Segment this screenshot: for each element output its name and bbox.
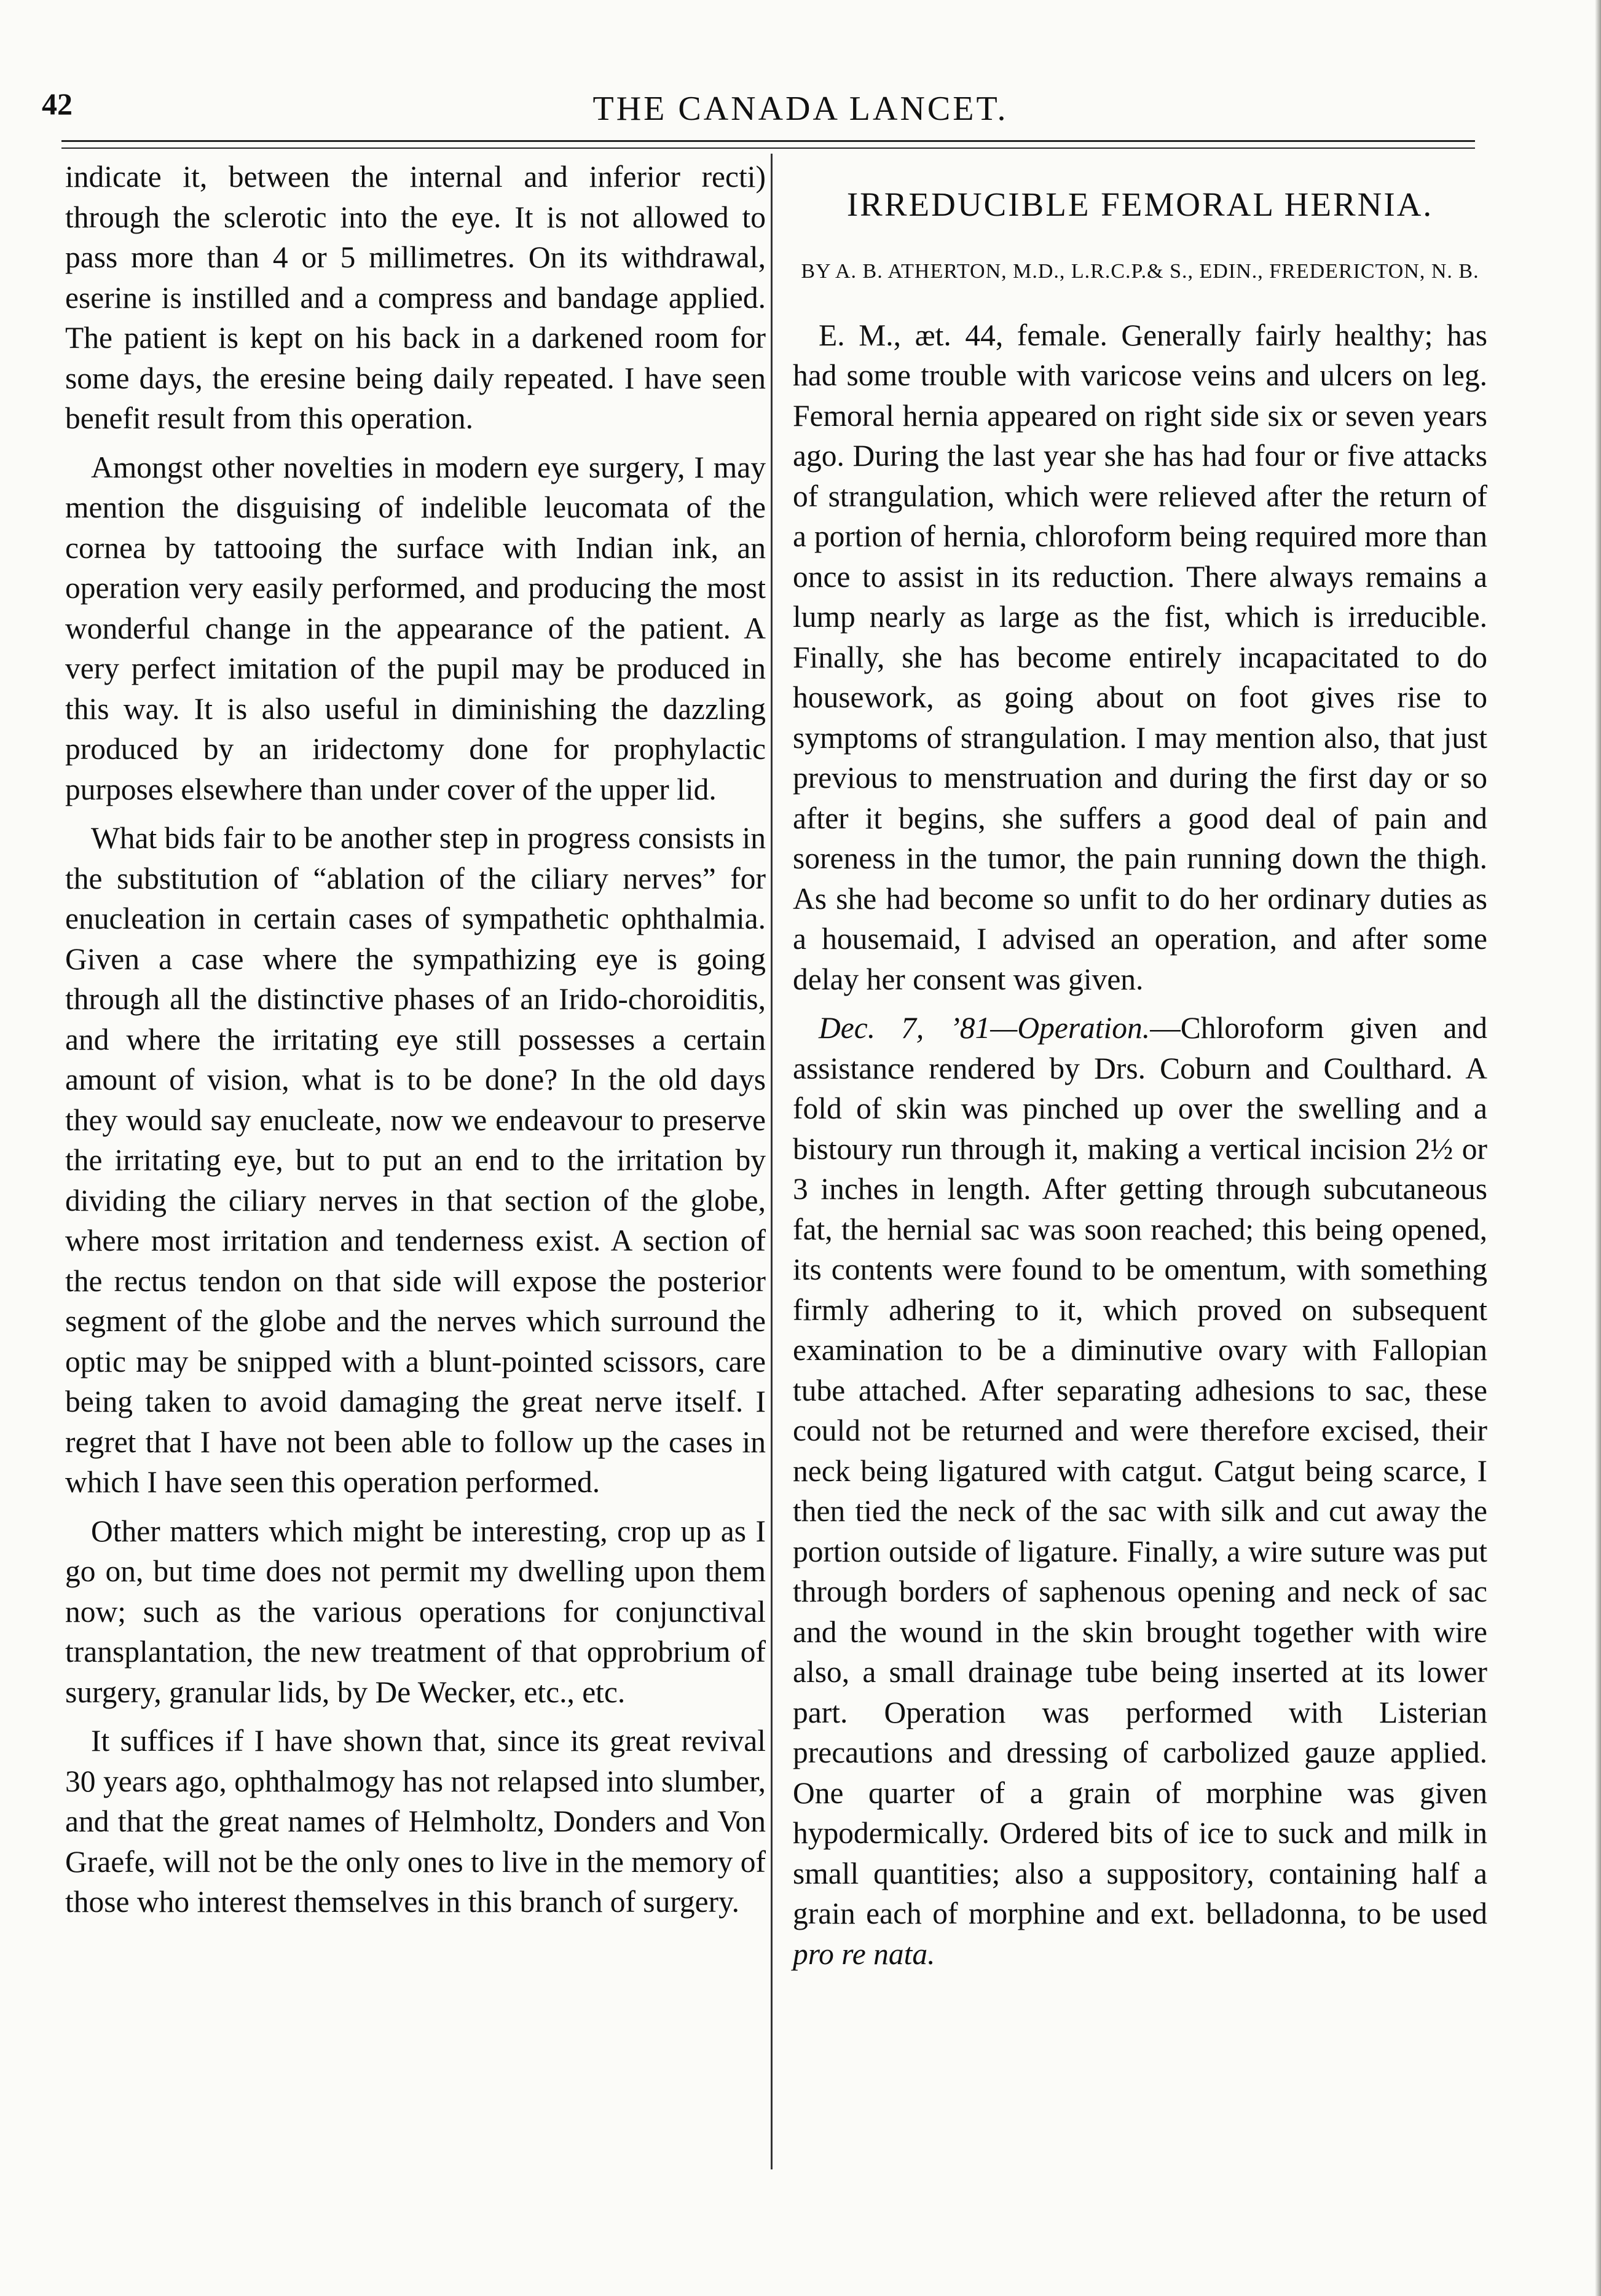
header-rule-thin: [61, 147, 1475, 149]
left-paragraph-3: What bids fair to be another step in progress consists in the substitution of “ablation of the ciliary nerves” for enucleation in certain cases of sympathetic ophthalmia. Given a case where the sympathizing eye is going through all the distinctive phases of an Irido-choroiditis, and where the irritating eye still possesses a certain amount of vision, what is to be done? In the old days they would say enucleate, now we endeavour to preserve the irritating eye, but to put an end to the irritation by dividing the ciliary nerves in that section of the globe, where most irritation and tenderness exist. A section of the rectus tendon on that side will expose the posterior segment of the globe and the nerves which surround the optic may be snipped with a blunt-pointed scissors, care being taken to avoid damaging the great nerve itself. I regret that I have not been able to follow up the cases in which I have seen this operation performed.: [65, 821, 766, 1499]
operation-text: —Chloroform given and assistance rendered by Drs. Coburn and Coulthard. A fold of skin was pinched up over the swelling and a bistoury run through it, making a vertical incision 2½ or 3 inches in length. After getting through subcutaneous fat, the hernial sac was soon reached; this being opened, its contents were found to be omentum, with something firmly adhering to it, which proved on subsequent examination to be a diminutive ovary with Fallopian tube attached. After separating adhesions to sac, these could not be returned and were therefore excised, their neck being ligatured with catgut. Catgut being scarce, I then tied the neck of the sac with silk and cut away the portion outside of ligature. Finally, a wire suture was put through borders of saphenous opening and neck of sac and the wound in the skin brought together with wire also, a small drainage tube being inserted at its lower part. Operation was performed with Listerian precautions and dressing of carbolized gauze applied. One quarter of a grain of morphine was given hypodermically. Ordered bits of ice to suck and milk in small quantities; also a suppository, containing half a grain each of morphine and ext. belladonna, to be used: [793, 1011, 1487, 1930]
right-column: [793, 157, 1487, 1983]
journal-title: THE CANADA LANCET.: [592, 90, 1009, 128]
left-paragraph-1: indicate it, between the internal and inferior recti) through the sclerotic into the eye. It is not allowed to pass more than 4 or 5 millimetres. On its withdrawal, eserine is instilled and a compress and bandage applied. The patient is kept on his back in a darkened room for some days, the eresine being daily repeated. I have seen benefit result from this operation.: [65, 160, 766, 435]
pro-re-nata: pro re nata.: [793, 1936, 935, 1971]
column-divider: [771, 154, 773, 2169]
left-column: [65, 157, 766, 1931]
article-byline: BY A. B. ATHERTON, M.D., L.R.C.P.& S., EDIN., FREDERICTON, N. B.: [801, 259, 1479, 283]
right-paragraph-2: [793, 1008, 1487, 1974]
right-paragraph-1: E. M., æt. 44, female. Generally fairly healthy; has had some trouble with varicose veins and ulcers on leg. Femoral hernia appeared on right side six or seven years ago. During the last year she has had four or five attacks of strangulation, which were relieved after the return of a portion of hernia, chloroform being required more than once to assist in its reduction. There always remains a lump nearly as large as the fist, which is irreducible. Finally, she has become entirely incapacitated to do housework, as going about on foot gives rise to symptoms of strangulation. I may mention also, that just previous to menstruation and during the first day or so after it begins, she suffers a good deal of pain and soreness in the tumor, the pain running down the thigh. As she had become so unfit to do her ordinary duties as a housemaid, I advised an operation, and after some delay her consent was given.: [793, 318, 1487, 996]
page-number: 42: [42, 87, 73, 121]
header-rule: [61, 140, 1475, 142]
left-paragraph-2: Amongst other novelties in modern eye surgery, I may mention the disguising of indelible leucomata of the cornea by tattooing the surface with Indian ink, an operation very easily performed, and producing the most wonderful change in the appearance of the patient. A very perfect imitation of the pupil may be produced in this way. It is also useful in diminishing the dazzling produced by an iridectomy done for prophylactic purposes elsewhere than under cover of the upper lid.: [65, 450, 766, 806]
page-edge-shadow: [1595, 0, 1601, 2296]
left-paragraph-5: It suffices if I have shown that, since its great revival 30 years ago, ophthalmogy has not relapsed into slumber, and that the great names of Helmholtz, Donders and Von Graefe, will not be the only ones to live in the memory of those who interest themselves in this branch of surgery.: [65, 1724, 766, 1919]
operation-date-lead: Dec. 7, ’81—Operation.: [819, 1011, 1151, 1045]
left-paragraph-4: Other matters which might be interesting, crop up as I go on, but time does not permit my dwelling upon them now; such as the various operations for conjunctival transplantation, the new treatment of that opprobrium of surgery, granular lids, by De Wecker, etc., etc.: [65, 1514, 766, 1709]
article-title: IRREDUCIBLE FEMORAL HERNIA.: [846, 186, 1434, 223]
